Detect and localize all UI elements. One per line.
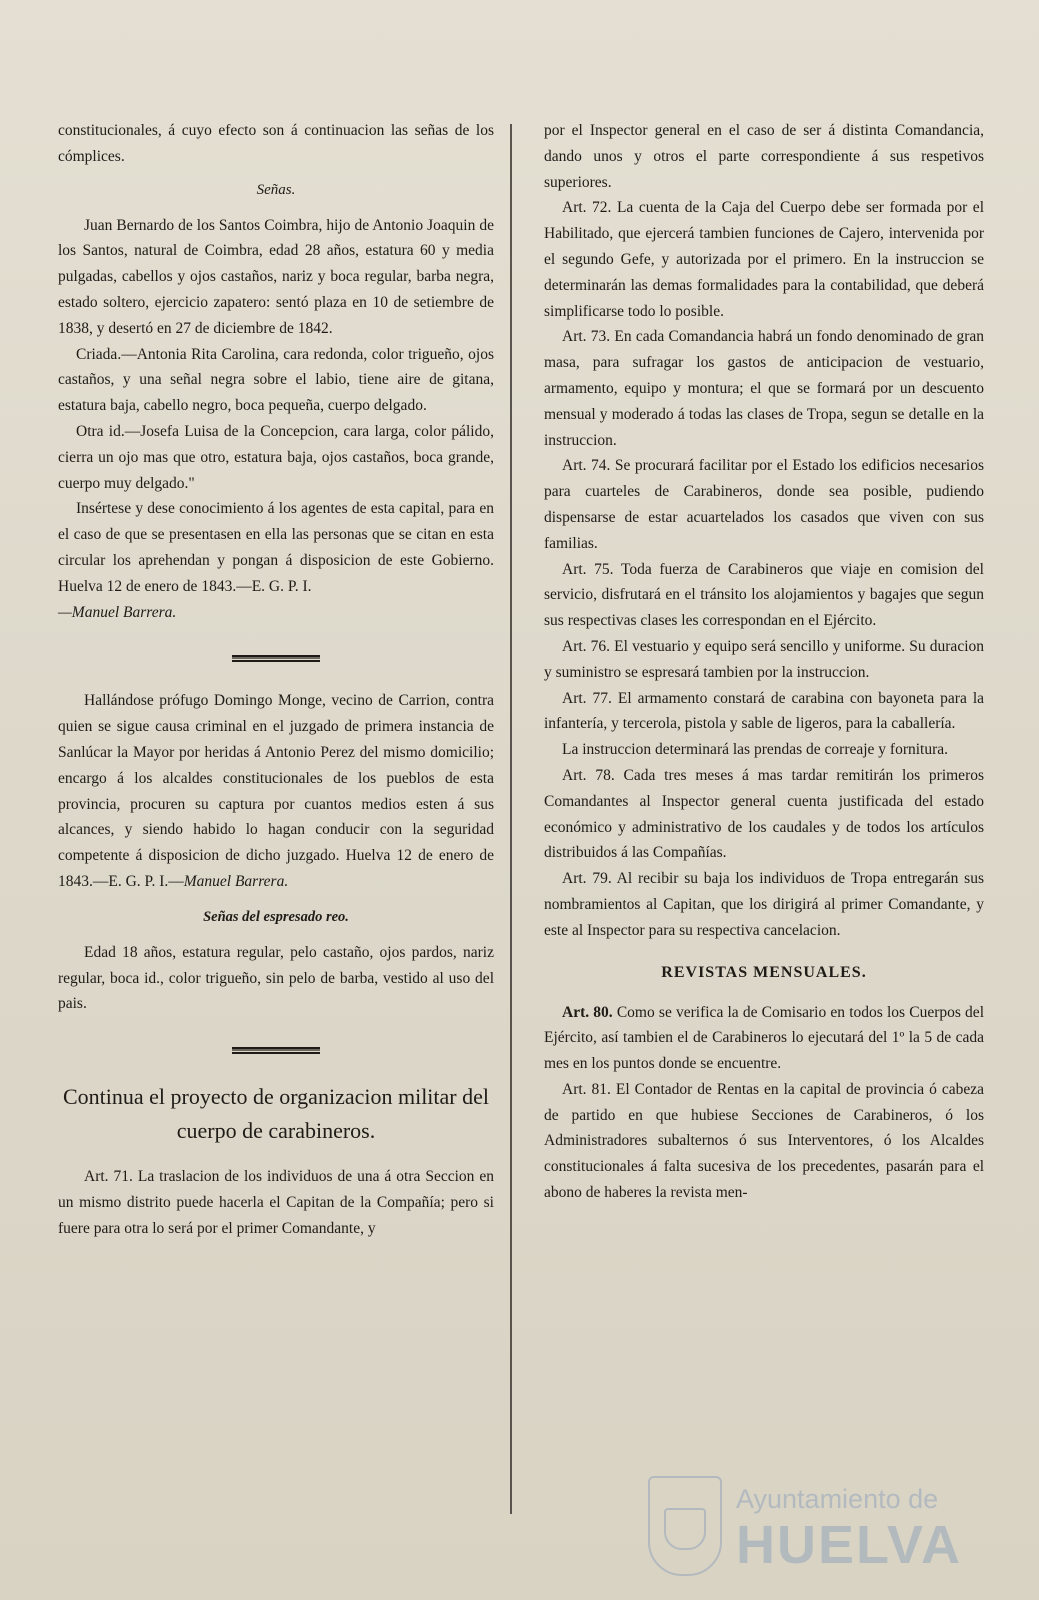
paragraph: Otra id.—Josefa Luisa de la Concepcion, cara larga, color pálido, cierra un ojo mas que otro, estatura baja, ojos castaños, boca grande, cuerpo muy delgado." xyxy=(58,422,494,492)
article-text: El armamento constará de carabina con bayoneta para la infantería, y tercerola, pistola y sable de ligeros, para la caballería. xyxy=(544,689,985,733)
article-label: Art. 73. xyxy=(562,328,611,346)
article-label: Art. 79. xyxy=(562,870,612,888)
section-separator xyxy=(232,1047,320,1054)
article-74 xyxy=(544,453,984,556)
article-80 xyxy=(544,1000,984,1077)
paragraph xyxy=(58,496,494,625)
article-label: Art. 75. xyxy=(562,560,614,578)
article-79 xyxy=(544,866,984,943)
paragraph-text: Hallándose prófugo Domingo Monge, vecino de Carrion, contra quien se sigue causa criminal en el juzgado de primera instancia de Sanlúcar la Mayor por heridas á Antonio Perez del mismo domicilio; encargo á los alcaldes constitucionales de los pueblos de esta provincia, procuren su captura por cuantos medios esten á sus alcances, y siendo habido lo hagan conducir con la seguridad competente á disposicion de dicho juzgado. Huelva 12 de enero de 1843.—E. G. P. I.— xyxy=(58,692,494,890)
section-heading-senas: Señas. xyxy=(256,181,296,198)
paragraph-text: Insértese y dese conocimiento á los agentes de esta capital, para en el caso de que se presentasen en ella las personas que se citan en esta circular los aprehendan y pongan á disposicion de este Gobierno. Huelva 12 de enero de 1843.—E. G. P. I. xyxy=(58,500,494,595)
article-81 xyxy=(544,1077,984,1206)
section-heading-senas-reo: Señas del espresado reo. xyxy=(203,908,349,925)
article-label: Art. 78. xyxy=(562,766,615,784)
article-75 xyxy=(544,557,984,634)
article-72 xyxy=(544,195,984,324)
paragraph: Edad 18 años, estatura regular, pelo castaño, ojos pardos, nariz regular, boca id., color trigueño, sin pelo de barba, vestido al uso del pais. xyxy=(58,943,494,1013)
article-text: El vestuario y equipo será sencillo y uniforme. Su duracion y suministro se espresará tambien por la instruccion. xyxy=(544,637,984,681)
paragraph: constitucionales, á cuyo efecto son á continuacion las señas de los cómplices. xyxy=(58,122,494,165)
section-separator xyxy=(232,655,320,662)
section-heading-continua: Continua el proyecto de organizacion militar del cuerpo de carabineros. xyxy=(62,1084,489,1144)
article-text: Como se verifica la de Comisario en todos los Cuerpos del Ejército, así tambien el de Carabineros lo ejecutará del 1º la 5 de cada mes en los puntos donde se encuentre. xyxy=(544,1003,984,1073)
paragraph: La instruccion determinará las prendas de correaje y fornitura. xyxy=(562,741,949,759)
shield-icon xyxy=(648,1476,722,1576)
article-77 xyxy=(544,686,984,738)
article-label: Art. 77. xyxy=(562,689,612,707)
left-column xyxy=(58,118,494,1242)
article-label: Art. 74. xyxy=(562,457,611,475)
section-heading-revistas: REVISTAS MENSUALES. xyxy=(661,963,867,981)
watermark-text-line1: Ayuntamiento de xyxy=(736,1484,939,1514)
article-text: Toda fuerza de Carabineros que viaje en comision del servicio, disfrutará en el tránsito los alojamientos y bagajes que segun sus respectivas clases les correspondan en el Ejército. xyxy=(544,560,984,630)
article-text: En cada Comandancia habrá un fondo denominado de gran masa, para sufragar los gastos de anticipacion de vestuario, armamento, equipo y montura; el que se formará por un descuento mensual y moderado á todas las clases de Tropa, segun se detalle en la instruccion. xyxy=(544,328,985,449)
article-71 xyxy=(58,1164,494,1241)
article-text: Al recibir su baja los individuos de Tropa entregarán sus nombramientos al Capitan, que los dirigirá al primer Comandante, y este al Inspector para su respectiva cancelacion. xyxy=(544,870,984,939)
article-label: Art. 71. xyxy=(84,1168,133,1186)
article-text: Cada tres meses á mas tardar remitirán los primeros Comandantes al Inspector general cuenta justificada del estado económico y administrativo de los caudales y de todos los artículos distribuidos á las Compañías. xyxy=(544,766,985,862)
signature: —Manuel Barrera. xyxy=(58,603,177,621)
article-text: La traslacion de los individuos de una á otra Seccion en un mismo distrito puede hacerla el Capitan de la Compañía; pero si fuere para otra lo será por el primer Comandante, y xyxy=(58,1168,494,1237)
signature: Manuel Barrera. xyxy=(183,872,289,890)
watermark-logo xyxy=(640,1470,980,1580)
article-label: Art. 80. xyxy=(562,1003,613,1021)
paragraph xyxy=(58,688,494,894)
article-73 xyxy=(544,324,984,453)
watermark-text-line2: HUELVA xyxy=(736,1515,962,1575)
right-column xyxy=(544,118,984,1206)
article-text: La cuenta de la Caja del Cuerpo debe ser formada por el Habilitado, que ejercerá tambien funciones de Cajero, intervenida por el segundo Gefe, y autorizada por el primero. En la instruccion se determinarán las demas formalidades para la contabilidad, que deberá simplificarse todo lo posible. xyxy=(544,199,984,320)
paragraph: Criada.—Antonia Rita Carolina, cara redonda, color trigueño, ojos castaños, y una señal negra sobre el labio, tiene aire de gitana, estatura baja, cabello negro, boca pequeña, cuerpo delgado. xyxy=(58,345,494,415)
article-label: Art. 76. xyxy=(562,637,611,655)
article-text: Se procurará facilitar por el Estado los edificios necesarios para cuarteles de Carabineros, donde sea posible, pudiendo dispensarse de estar acuartelados los casados que viven con sus familias. xyxy=(544,457,985,552)
paragraph: por el Inspector general en el caso de ser á distinta Comandancia, dando unos y otros el parte correspondiente á sus respetivos superiores. xyxy=(544,122,984,191)
column-divider xyxy=(510,124,512,1514)
article-label: Art. 81. xyxy=(562,1080,611,1098)
article-text: El Contador de Rentas en la capital de provincia ó cabeza de partido en que hubiese Secciones de Carabineros, ó los Administradores subalternos ó sus Interventores, ó los Alcaldes constitucionales á falta sucesiva de los precedentes, pasarán para el abono de haberes la revista men- xyxy=(544,1080,984,1202)
article-label: Art. 72. xyxy=(562,199,612,217)
paragraph: Juan Bernardo de los Santos Coimbra, hijo de Antonio Joaquin de los Santos, natural de Coimbra, edad 28 años, estatura 60 y media pulgadas, cabellos y ojos castaños, nariz y boca regular, barba negra, estado soltero, ejercicio zapatero: sentó plaza en 10 de setiembre de 1838, y desertó en 27 de diciembre de 1842. xyxy=(58,216,494,337)
article-78 xyxy=(544,763,984,866)
article-76 xyxy=(544,634,984,686)
